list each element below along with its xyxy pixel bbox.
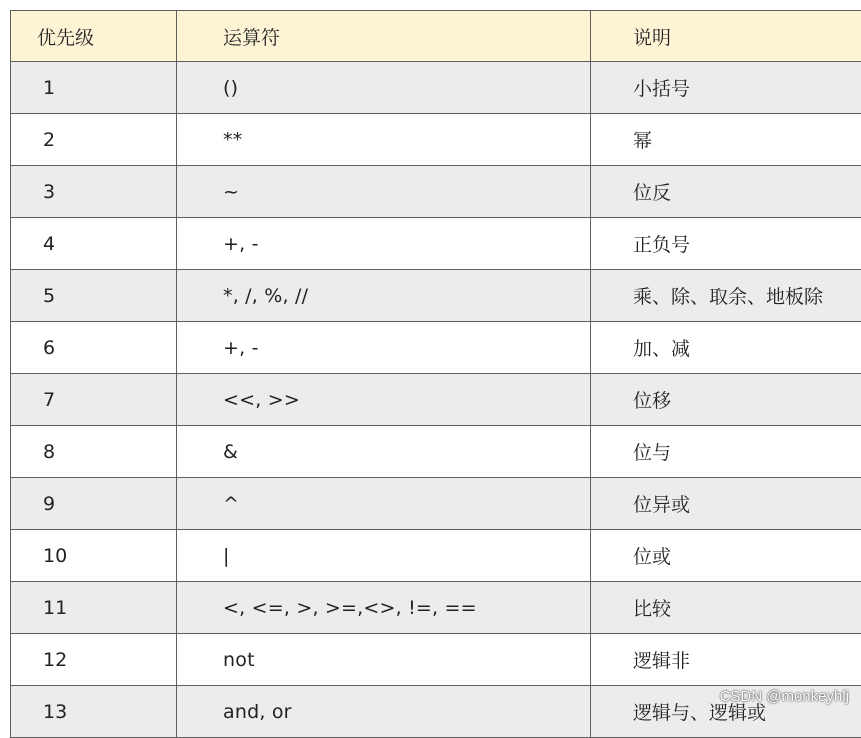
priority-cell: 4 bbox=[11, 218, 177, 270]
table-body bbox=[11, 62, 861, 738]
operator-cell: and, or bbox=[177, 686, 591, 738]
header-operator: 运算符 bbox=[177, 11, 591, 62]
table-row bbox=[11, 166, 861, 218]
table-row bbox=[11, 114, 861, 166]
watermark: CSDN @monkeyhlj bbox=[720, 688, 849, 705]
priority-cell: 9 bbox=[11, 478, 177, 530]
table-row bbox=[11, 478, 861, 530]
header-priority: 优先级 bbox=[11, 11, 177, 62]
operator-cell: <, <=, >, >=,<>, !=, == bbox=[177, 582, 591, 634]
description-cell: 小括号 bbox=[591, 62, 861, 114]
operator-cell: +, - bbox=[177, 218, 591, 270]
operator-cell: +, - bbox=[177, 322, 591, 374]
operator-cell: () bbox=[177, 62, 591, 114]
description-cell: 乘、除、取余、地板除 bbox=[591, 270, 861, 322]
priority-cell: 1 bbox=[11, 62, 177, 114]
description-cell: 位异或 bbox=[591, 478, 861, 530]
priority-cell: 12 bbox=[11, 634, 177, 686]
priority-cell: 10 bbox=[11, 530, 177, 582]
priority-cell: 13 bbox=[11, 686, 177, 738]
table-row bbox=[11, 62, 861, 114]
priority-cell: 11 bbox=[11, 582, 177, 634]
table-row bbox=[11, 634, 861, 686]
table-row bbox=[11, 270, 861, 322]
header-description: 说明 bbox=[591, 11, 861, 62]
priority-cell: 3 bbox=[11, 166, 177, 218]
operator-cell: ~ bbox=[177, 166, 591, 218]
priority-cell: 7 bbox=[11, 374, 177, 426]
table-row bbox=[11, 374, 861, 426]
operator-cell: <<, >> bbox=[177, 374, 591, 426]
table-row bbox=[11, 322, 861, 374]
priority-cell: 6 bbox=[11, 322, 177, 374]
table-row bbox=[11, 530, 861, 582]
operator-precedence-table bbox=[10, 10, 861, 738]
operator-cell: not bbox=[177, 634, 591, 686]
operator-cell: ** bbox=[177, 114, 591, 166]
operator-cell: ^ bbox=[177, 478, 591, 530]
header-row bbox=[11, 11, 861, 62]
priority-cell: 8 bbox=[11, 426, 177, 478]
description-cell: 正负号 bbox=[591, 218, 861, 270]
operator-cell: | bbox=[177, 530, 591, 582]
description-cell: 幂 bbox=[591, 114, 861, 166]
description-cell: 位与 bbox=[591, 426, 861, 478]
description-cell: 位反 bbox=[591, 166, 861, 218]
description-cell: 比较 bbox=[591, 582, 861, 634]
priority-cell: 2 bbox=[11, 114, 177, 166]
table-row bbox=[11, 426, 861, 478]
description-cell: 逻辑与、逻辑或 bbox=[591, 686, 861, 738]
priority-cell: 5 bbox=[11, 270, 177, 322]
description-cell: 位或 bbox=[591, 530, 861, 582]
table-row bbox=[11, 582, 861, 634]
table-row bbox=[11, 218, 861, 270]
operator-cell: *, /, %, // bbox=[177, 270, 591, 322]
description-cell: 逻辑非 bbox=[591, 634, 861, 686]
description-cell: 加、减 bbox=[591, 322, 861, 374]
description-cell: 位移 bbox=[591, 374, 861, 426]
operator-cell: & bbox=[177, 426, 591, 478]
table-header bbox=[11, 11, 861, 62]
